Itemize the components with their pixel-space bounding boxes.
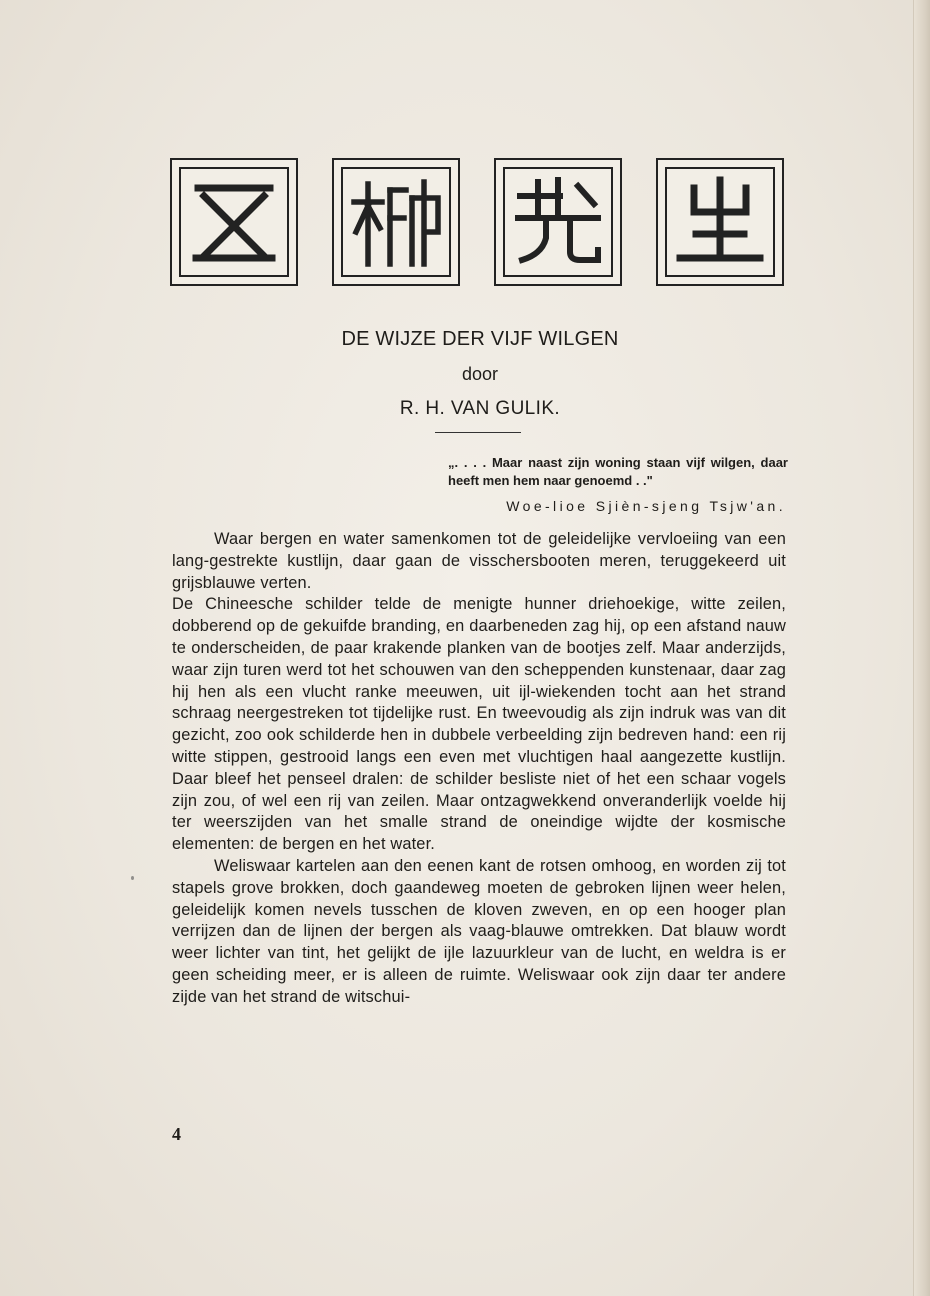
epigraph-quote: „. . . . Maar naast zijn woning staan vijf wilgen, daar heeft men hem naar genoemd . .": [448, 455, 788, 488]
seal-wu-glyph: [184, 172, 284, 272]
epigraph-source: Woe-lioe Sjièn-sjeng Tsjw'an.: [506, 498, 786, 514]
seal-sheng-glyph: [670, 172, 770, 272]
page-number: 4: [172, 1124, 181, 1144]
paragraph-3: Weliswaar kartelen aan den eenen kant de rotsen omhoog, en worden zij tot stapels grove brokken, doch gaandeweg moeten de gebroken lijnen weer helen, geleidelijk komen nevels tusschen de kloven zweven, en op een hooger plan verrijzen dan de lijnen der bergen als vaag-blauwe omtrekken. Dat blauw wordt weer lichter van tint, het gelijkt de ijle lazuurkleur van de lucht, en weldra is er geen scheiding meer, er is alleen de ruimte. Weliswaar ook zijn daar ter andere zijde van het strand de witschui-: [172, 856, 786, 1006]
seal-row: [170, 158, 784, 290]
page-title: DE WIJZE DER VIJF WILGEN: [341, 328, 619, 350]
paragraph-1: Waar bergen en water samenkomen tot de geleidelijke vervloeiing van een lang-gestrekte kustlijn, daar gaan de visschersbooten meren, teruggekeerd uit grijsblauwe verten.: [172, 530, 786, 592]
paragraph-2: De Chineesche schilder telde de menigte hunner driehoekige, witte zeilen, dobberend op de gekuifde branding, en daarbeneden zag hij, op een afstand nauw te onderscheiden, de paar krakende planken van de bootjes zelf. Maar anderzijds, waar zijn turen werd tot het schouwen van den scheppenden kunstenaar, daar zag hij hen als een vlucht ranke meeuwen, uit ijl-wiekenden tocht aan het strand schraag neergestreken tot tijdelijke rust. En tweevoudig als zijn indruk was van dit gezicht, zoo ook schilderde hen in dubbele verbeelding zijn bedreven hand: een rij witte stippen, gestrooid langs een even met vluchtigen haal aangezette kustlijn. Daar bleef het penseel dralen: de schilder besliste niet of het een schaar vogels zijn zou, of wel een rij van zeilen. Maar ontzagwekkend onveranderlijk voelde hij ter weerszijden van het smalle strand de oneindige wijdte der kosmische elementen: de bergen en het water.: [172, 595, 786, 854]
title-divider: [435, 432, 521, 433]
seal-liu: [332, 158, 460, 286]
seal-xian-glyph: [508, 172, 608, 272]
paper-speck: [131, 876, 134, 880]
seal-liu-glyph: [346, 172, 446, 272]
seal-wu: [170, 158, 298, 286]
seal-xian: [494, 158, 622, 286]
seal-sheng: [656, 158, 784, 286]
body-text: [172, 529, 786, 1009]
byline: door: [461, 364, 499, 384]
page-edge: [913, 0, 930, 1296]
author-name: R. H. VAN GULIK.: [399, 398, 561, 419]
